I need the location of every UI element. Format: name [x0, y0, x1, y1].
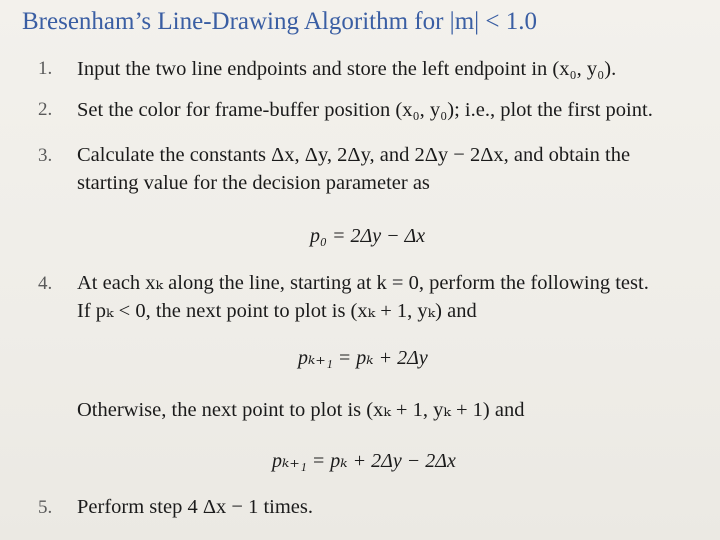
step-text: Perform step 4 Δx − 1 times. — [77, 496, 313, 518]
step-number: 5. — [38, 497, 53, 518]
step-text-continued: If pₖ < 0, the next point to plot is (xₖ + 1, yₖ) and — [77, 300, 477, 322]
step-number: 4. — [38, 273, 53, 294]
step-text-otherwise: Otherwise, the next point to plot is (xₖ + 1, yₖ + 1) and — [77, 399, 525, 421]
step-text: Input the two line endpoints and store the left endpoint in (x₀, y₀). — [77, 58, 617, 80]
equation-pk-otherwise: pₖ₊₁ = pₖ + 2Δy − 2Δx — [272, 450, 456, 472]
equation-p0: p₀ = 2Δy − Δx — [310, 225, 426, 247]
step-number: 2. — [38, 99, 53, 120]
step-number: 1. — [38, 58, 53, 79]
step-text: Set the color for frame-buffer position (x₀, y₀); i.e., plot the first point. — [77, 99, 653, 121]
step-text-continued: starting value for the decision parameter as — [77, 172, 430, 194]
step-text: Calculate the constants Δx, Δy, 2Δy, and 2Δy − 2Δx, and obtain the — [77, 144, 631, 166]
step-text: At each xₖ along the line, starting at k = 0, perform the following test. — [77, 272, 649, 294]
equation-pk-negative: pₖ₊₁ = pₖ + 2Δy — [298, 347, 428, 369]
step-number: 3. — [38, 145, 53, 166]
page-title: Bresenham’s Line-Drawing Algorithm for |m| < 1.0 — [22, 8, 537, 35]
